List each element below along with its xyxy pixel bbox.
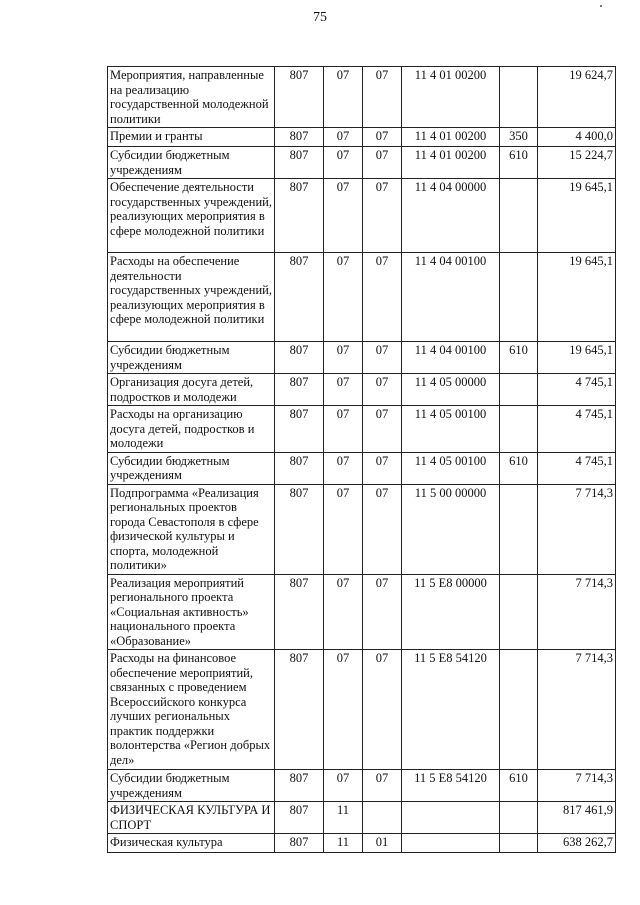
amount: 7 714,3 bbox=[538, 770, 616, 802]
subsection-code: 07 bbox=[363, 253, 402, 342]
amount: 4 745,1 bbox=[538, 374, 616, 406]
ministry-code: 807 bbox=[275, 179, 324, 253]
ministry-code: 807 bbox=[275, 650, 324, 770]
expense-code bbox=[500, 650, 538, 770]
table-row bbox=[108, 179, 616, 253]
section-code: 07 bbox=[324, 574, 363, 650]
subsection-code: 01 bbox=[363, 834, 402, 853]
amount: 817 461,9 bbox=[538, 802, 616, 834]
amount: 7 714,3 bbox=[538, 484, 616, 574]
section-code: 07 bbox=[324, 128, 363, 147]
target-code: 11 5 E8 00000 bbox=[402, 574, 500, 650]
ministry-code: 807 bbox=[275, 452, 324, 484]
ministry-code: 807 bbox=[275, 374, 324, 406]
ministry-code: 807 bbox=[275, 147, 324, 179]
table-row bbox=[108, 406, 616, 453]
table-row bbox=[108, 67, 616, 128]
amount: 4 400,0 bbox=[538, 128, 616, 147]
expense-code: 610 bbox=[500, 147, 538, 179]
target-code: 11 4 05 00100 bbox=[402, 406, 500, 453]
target-code: 11 4 01 00200 bbox=[402, 147, 500, 179]
subsection-code: 07 bbox=[363, 67, 402, 128]
budget-table bbox=[107, 66, 616, 853]
expense-code: 610 bbox=[500, 452, 538, 484]
table-row bbox=[108, 770, 616, 802]
subsection-code: 07 bbox=[363, 650, 402, 770]
amount: 4 745,1 bbox=[538, 452, 616, 484]
expense-code: 610 bbox=[500, 770, 538, 802]
target-code: 11 4 05 00100 bbox=[402, 452, 500, 484]
target-code bbox=[402, 802, 500, 834]
table-row bbox=[108, 253, 616, 342]
target-code: 11 5 E8 54120 bbox=[402, 650, 500, 770]
subsection-code: 07 bbox=[363, 179, 402, 253]
ministry-code: 807 bbox=[275, 574, 324, 650]
amount: 19 645,1 bbox=[538, 253, 616, 342]
target-code bbox=[402, 834, 500, 853]
row-name: Субсидии бюджетным учреждениям bbox=[108, 770, 275, 802]
section-code: 07 bbox=[324, 253, 363, 342]
row-name: Мероприятия, направленные на реализацию государственной молодежной политики bbox=[108, 67, 275, 128]
section-code: 07 bbox=[324, 650, 363, 770]
ministry-code: 807 bbox=[275, 406, 324, 453]
ministry-code: 807 bbox=[275, 253, 324, 342]
amount: 638 262,7 bbox=[538, 834, 616, 853]
subsection-code: 07 bbox=[363, 374, 402, 406]
subsection-code bbox=[363, 802, 402, 834]
row-name: Организация досуга детей, подростков и молодежи bbox=[108, 374, 275, 406]
row-name: Премии и гранты bbox=[108, 128, 275, 147]
ministry-code: 807 bbox=[275, 67, 324, 128]
ministry-code: 807 bbox=[275, 834, 324, 853]
subsection-code: 07 bbox=[363, 128, 402, 147]
target-code: 11 4 04 00100 bbox=[402, 342, 500, 374]
row-name: Подпрограмма «Реализация региональных проектов города Севастополя в сфере физической культуры и спорта, молодежной политики» bbox=[108, 484, 275, 574]
ministry-code: 807 bbox=[275, 802, 324, 834]
target-code: 11 5 00 00000 bbox=[402, 484, 500, 574]
scan-speck bbox=[600, 5, 602, 7]
table-row bbox=[108, 574, 616, 650]
row-name: Расходы на организацию досуга детей, подростков и молодежи bbox=[108, 406, 275, 453]
table-row bbox=[108, 484, 616, 574]
page-number: 75 bbox=[313, 10, 327, 25]
row-name: Расходы на финансовое обеспечение мероприятий, связанных с проведением Всероссийского конкурса лучших региональных практик поддержки волонтерства «Регион добрых дел» bbox=[108, 650, 275, 770]
subsection-code: 07 bbox=[363, 770, 402, 802]
expense-code bbox=[500, 802, 538, 834]
table-row bbox=[108, 342, 616, 374]
row-name: Субсидии бюджетным учреждениям bbox=[108, 452, 275, 484]
target-code: 11 4 01 00200 bbox=[402, 128, 500, 147]
row-name: Обеспечение деятельности государственных учреждений, реализующих мероприятия в сфере молодежной политики bbox=[108, 179, 275, 253]
expense-code bbox=[500, 374, 538, 406]
section-code: 07 bbox=[324, 484, 363, 574]
subsection-code: 07 bbox=[363, 452, 402, 484]
amount: 7 714,3 bbox=[538, 650, 616, 770]
table-row bbox=[108, 802, 616, 834]
target-code: 11 4 05 00000 bbox=[402, 374, 500, 406]
section-code: 07 bbox=[324, 770, 363, 802]
row-name: ФИЗИЧЕСКАЯ КУЛЬТУРА И СПОРТ bbox=[108, 802, 275, 834]
expense-code bbox=[500, 67, 538, 128]
table-row bbox=[108, 834, 616, 853]
amount: 7 714,3 bbox=[538, 574, 616, 650]
subsection-code: 07 bbox=[363, 574, 402, 650]
section-code: 07 bbox=[324, 179, 363, 253]
amount: 19 645,1 bbox=[538, 179, 616, 253]
subsection-code: 07 bbox=[363, 484, 402, 574]
amount: 19 624,7 bbox=[538, 67, 616, 128]
expense-code bbox=[500, 834, 538, 853]
target-code: 11 4 04 00000 bbox=[402, 179, 500, 253]
row-name: Реализация мероприятий регионального проекта «Социальная активность» национального проекта «Образование» bbox=[108, 574, 275, 650]
row-name: Расходы на обеспечение деятельности государственных учреждений, реализующих мероприятия в сфере молодежной политики bbox=[108, 253, 275, 342]
ministry-code: 807 bbox=[275, 342, 324, 374]
amount: 4 745,1 bbox=[538, 406, 616, 453]
subsection-code: 07 bbox=[363, 342, 402, 374]
target-code: 11 4 04 00100 bbox=[402, 253, 500, 342]
expense-code bbox=[500, 253, 538, 342]
section-code: 11 bbox=[324, 834, 363, 853]
section-code: 07 bbox=[324, 67, 363, 128]
ministry-code: 807 bbox=[275, 484, 324, 574]
section-code: 11 bbox=[324, 802, 363, 834]
expense-code bbox=[500, 484, 538, 574]
ministry-code: 807 bbox=[275, 770, 324, 802]
expense-code bbox=[500, 574, 538, 650]
section-code: 07 bbox=[324, 147, 363, 179]
table-row bbox=[108, 650, 616, 770]
target-code: 11 4 01 00200 bbox=[402, 67, 500, 128]
expense-code: 610 bbox=[500, 342, 538, 374]
section-code: 07 bbox=[324, 342, 363, 374]
subsection-code: 07 bbox=[363, 147, 402, 179]
section-code: 07 bbox=[324, 406, 363, 453]
expense-code bbox=[500, 179, 538, 253]
amount: 15 224,7 bbox=[538, 147, 616, 179]
table-row bbox=[108, 452, 616, 484]
row-name: Физическая культура bbox=[108, 834, 275, 853]
ministry-code: 807 bbox=[275, 128, 324, 147]
section-code: 07 bbox=[324, 452, 363, 484]
table-row bbox=[108, 374, 616, 406]
expense-code: 350 bbox=[500, 128, 538, 147]
row-name: Субсидии бюджетным учреждениям bbox=[108, 342, 275, 374]
table-row bbox=[108, 128, 616, 147]
section-code: 07 bbox=[324, 374, 363, 406]
row-name: Субсидии бюджетным учреждениям bbox=[108, 147, 275, 179]
expense-code bbox=[500, 406, 538, 453]
amount: 19 645,1 bbox=[538, 342, 616, 374]
subsection-code: 07 bbox=[363, 406, 402, 453]
target-code: 11 5 E8 54120 bbox=[402, 770, 500, 802]
table-row bbox=[108, 147, 616, 179]
